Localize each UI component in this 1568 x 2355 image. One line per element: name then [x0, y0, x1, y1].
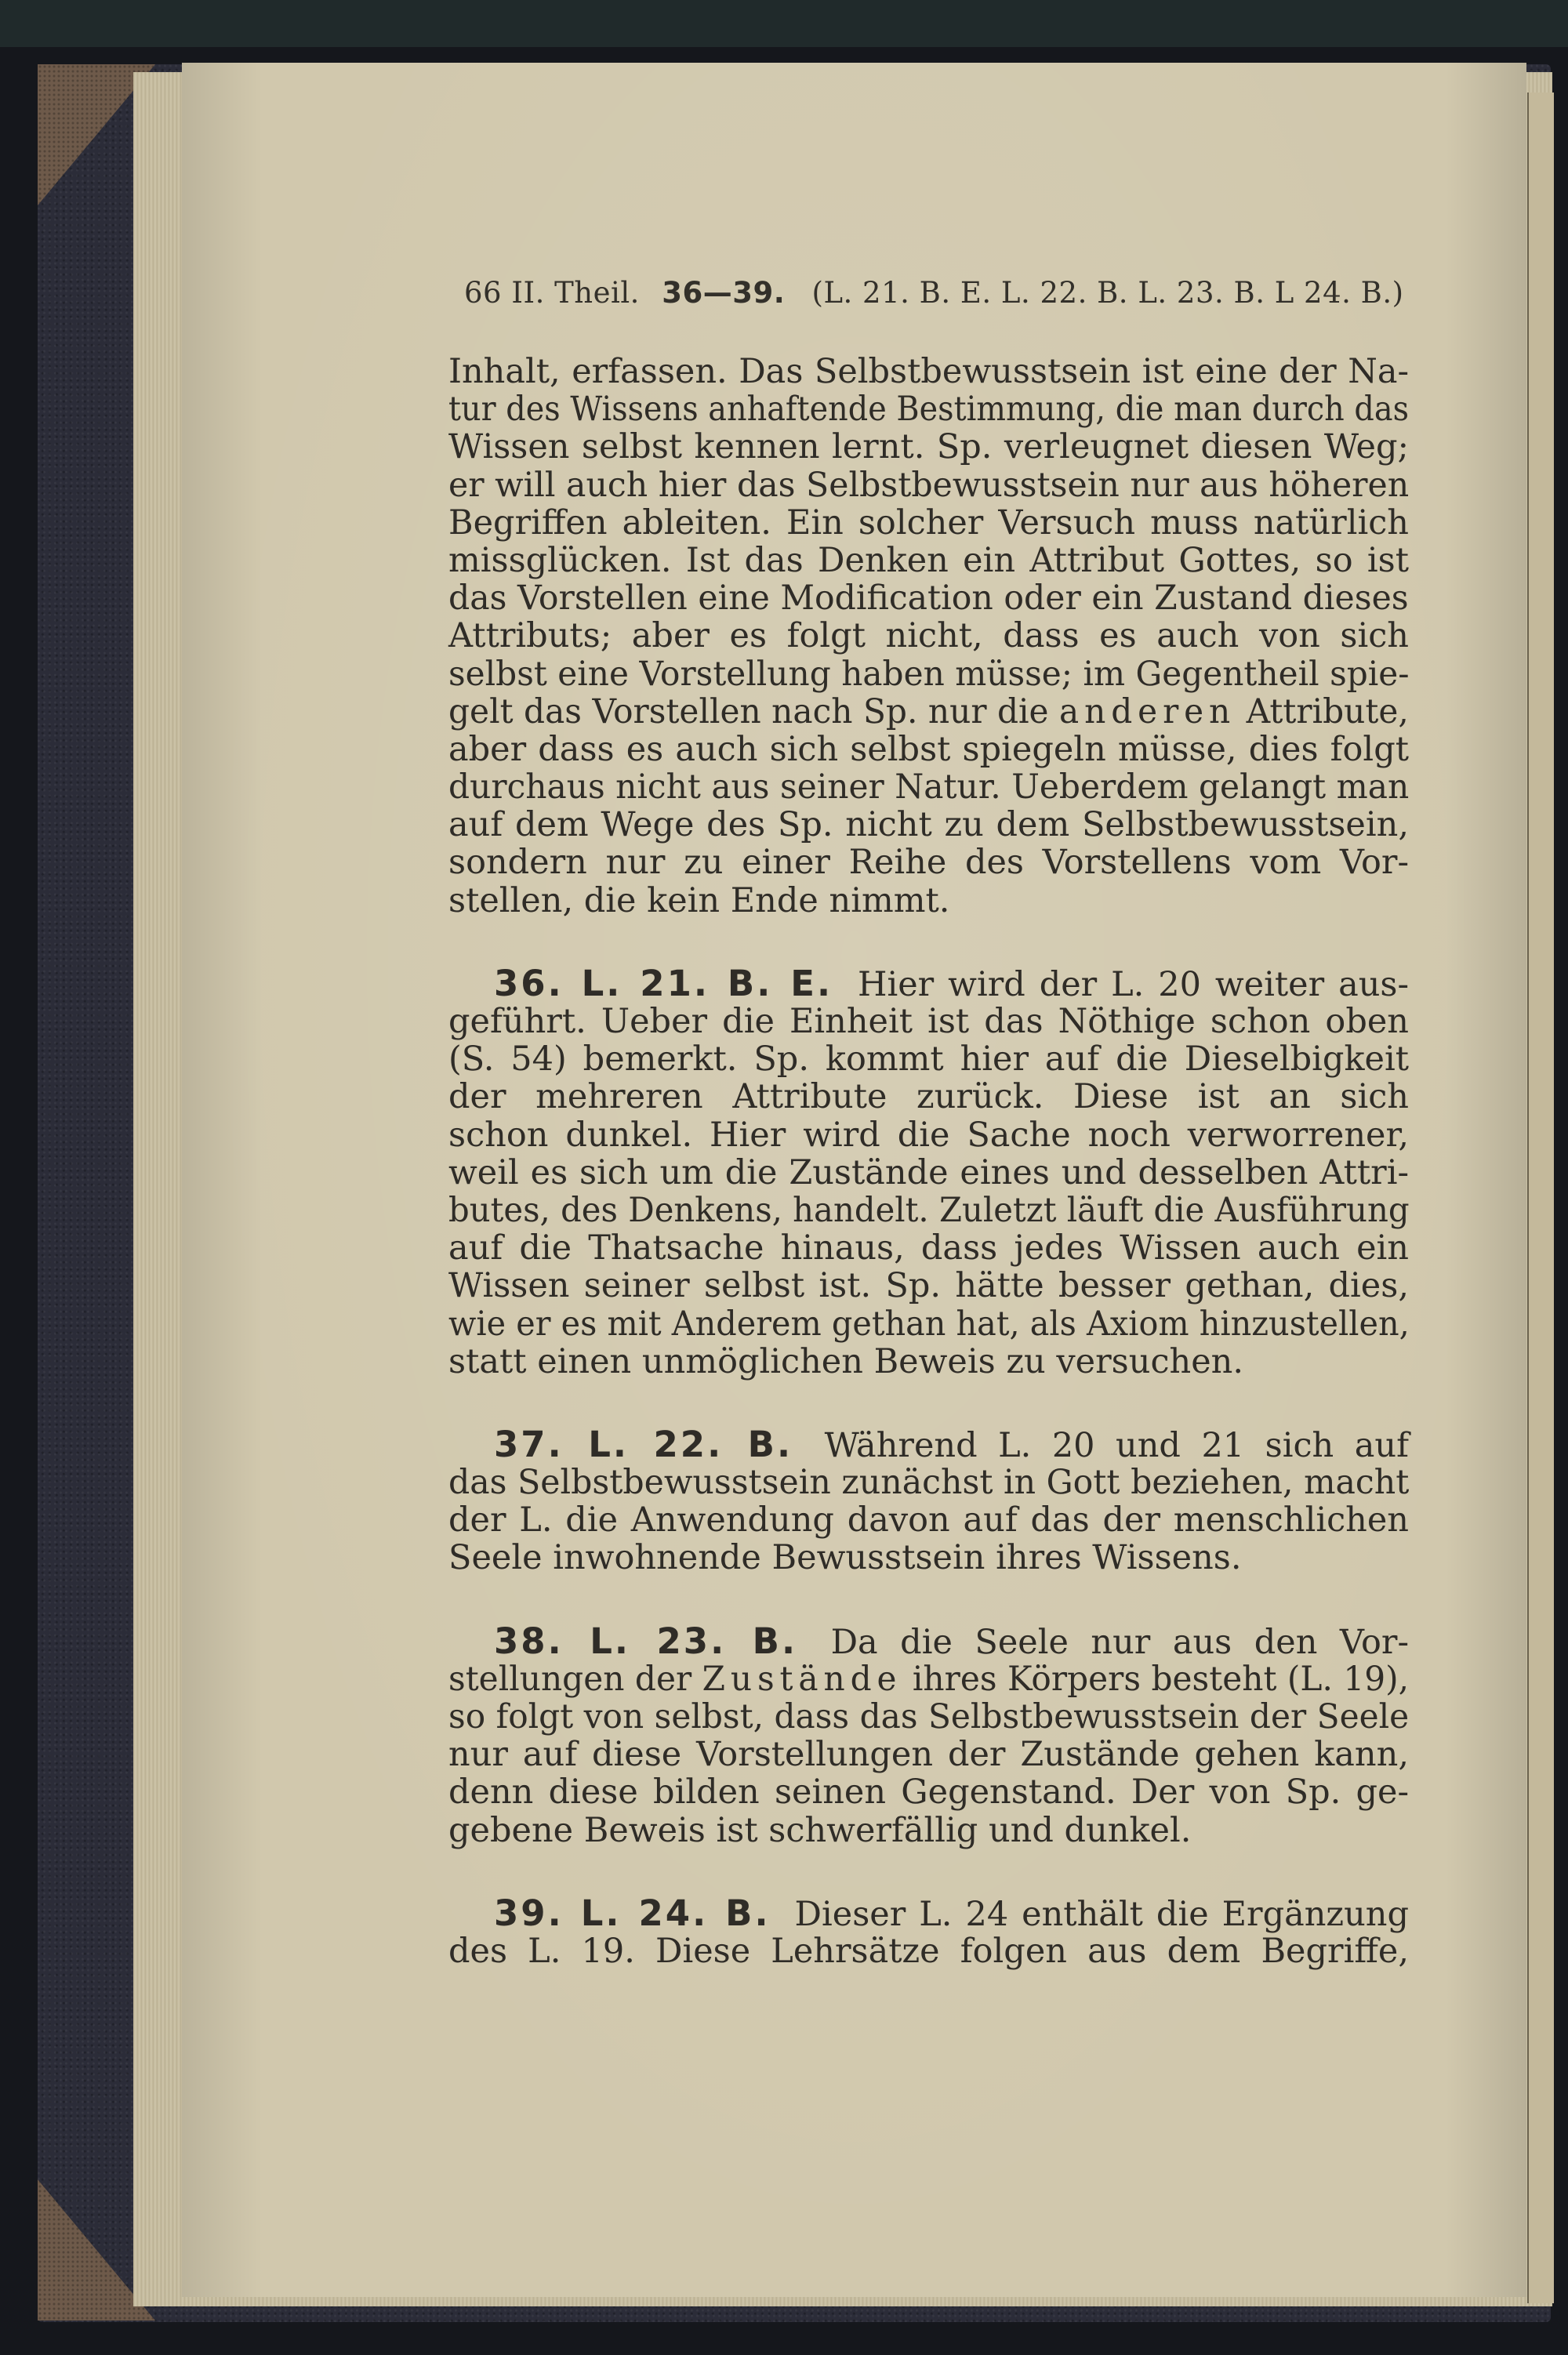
text-line: Wissen selbst kennen lernt. Sp. verleugnet diesen Weg; — [448, 427, 1409, 467]
text-line: Inhalt, erfassen. Das Selbstbewusstsein ist eine der Na- — [448, 352, 1409, 391]
spine-edge — [0, 0, 1568, 47]
text-line: Wissen seiner selbst ist. Sp. hätte besser gethan, dies, — [448, 1266, 1409, 1306]
text-line: weil es sich um die Zustände eines und desselben Attri- — [448, 1152, 1409, 1192]
spaced-emphasis: anderen — [1059, 691, 1236, 731]
text-line: auf dem Wege des Sp. nicht zu dem Selbstbewusstsein, — [448, 805, 1409, 845]
text-line: geführt. Ueber die Einheit ist das Nöthige schon oben — [448, 1002, 1409, 1041]
text-run: Dieser L. 24 enthält die Ergänzung — [794, 1894, 1409, 1934]
text-line: nur auf diese Vorstellungen der Zustände gehen kann, — [448, 1735, 1409, 1775]
text-line: das Vorstellen eine Modification oder ein Zustand dieses — [448, 579, 1409, 619]
section-38 — [448, 1620, 1410, 1850]
page-number: 66 — [464, 276, 503, 310]
text-line: der mehreren Attribute zurück. Diese ist an sich — [448, 1077, 1409, 1117]
body-text — [448, 353, 1409, 1970]
section-range: 36—39. — [662, 276, 786, 310]
text-line: er will auch hier das Selbstbewusstsein nur aus höheren — [448, 465, 1410, 505]
text-line: selbst eine Vorstellung haben müsse; im Gegentheil spie- — [448, 654, 1410, 694]
text-line: denn diese bilden seinen Gegenstand. Der von Sp. ge- — [448, 1773, 1409, 1813]
text-line: gebene Beweis ist schwerfällig und dunkel. — [448, 1810, 1192, 1850]
next-page-edge — [1527, 93, 1554, 2303]
section-36 — [448, 962, 1410, 1381]
text-line: butes, des Denkens, handelt. Zuletzt läuft die Ausführung — [448, 1190, 1410, 1230]
text-run: stellungen der — [448, 1659, 702, 1699]
text-line: sondern nur zu einer Reihe des Vorstellens vom Vor- — [448, 843, 1409, 883]
text-run: Attribute, — [1236, 691, 1409, 731]
section-number: 37. L. 22. B. — [494, 1423, 793, 1465]
text-line: missglücken. Ist das Denken ein Attribut Gottes, so ist — [448, 540, 1409, 580]
paragraph-continuation — [448, 353, 1409, 920]
text-line: schon dunkel. Hier wird die Sache noch verworrener, — [448, 1115, 1409, 1155]
text-run: Während L. 20 und 21 sich auf — [824, 1425, 1409, 1465]
part-label: II. Theil. — [511, 276, 640, 310]
text-line: (S. 54) bemerkt. Sp. kommt hier auf die Dieselbigkeit — [448, 1040, 1409, 1080]
text-line — [448, 1660, 1409, 1698]
text-line: wie er es mit Anderem gethan hat, als Axiom hinzustellen, — [448, 1304, 1410, 1344]
text-line: Seele inwohnende Bewusstsein ihres Wissens. — [448, 1538, 1242, 1578]
section-number: 38. L. 23. B. — [494, 1620, 798, 1662]
text-line: durchaus nicht aus seiner Natur. Ueberdem gelangt man — [448, 767, 1410, 807]
text-run: ihres Körpers besteht (L. 19), — [902, 1659, 1410, 1699]
text-line: tur des Wissens anhaftende Bestimmung, die man durch das — [448, 390, 1409, 430]
section-number: 39. L. 24. B. — [494, 1892, 771, 1934]
section-39 — [448, 1892, 1409, 1971]
text-run: Da die Seele nur aus den Vor- — [830, 1622, 1409, 1662]
text-line — [448, 693, 1409, 731]
reference-range: (L. 21. B. E. L. 22. B. L. 23. B. L 24. B.) — [811, 276, 1404, 310]
section-first-line — [448, 1423, 1409, 1465]
text-line: aber dass es auch sich selbst spiegeln müsse, dies folgt — [448, 729, 1409, 769]
text-run: gelt das Vorstellen nach Sp. nur die — [448, 691, 1060, 731]
text-line: statt einen unmöglichen Beweis zu versuchen. — [448, 1341, 1244, 1381]
text-line: Begriffen ableiten. Ein solcher Versuch muss natürlich — [448, 503, 1409, 542]
text-run: Hier wird der L. 20 weiter aus- — [857, 964, 1410, 1004]
text-line: Attributs; aber es folgt nicht, dass es auch von sich — [448, 616, 1409, 656]
text-line: des L. 19. Diese Lehrsätze folgen aus dem Begriffe, — [448, 1931, 1409, 1971]
section-number: 36. L. 21. B. E. — [494, 962, 833, 1004]
text-line: der L. die Anwendung davon auf das der menschlichen — [448, 1500, 1409, 1540]
spaced-emphasis: Zustände — [702, 1659, 902, 1699]
text-line: stellen, die kein Ende nimmt. — [448, 880, 950, 920]
text-line: das Selbstbewusstsein zunächst in Gott beziehen, macht — [448, 1463, 1410, 1503]
section-first-line — [448, 1892, 1409, 1934]
section-first-line — [448, 962, 1410, 1004]
running-header — [464, 276, 1404, 310]
text-line: so folgt von selbst, dass das Selbstbewusstsein der Seele — [448, 1697, 1410, 1736]
text-line: auf die Thatsache hinaus, dass jedes Wissen auch ein — [448, 1228, 1409, 1268]
section-37 — [448, 1423, 1410, 1578]
section-first-line — [448, 1620, 1409, 1662]
